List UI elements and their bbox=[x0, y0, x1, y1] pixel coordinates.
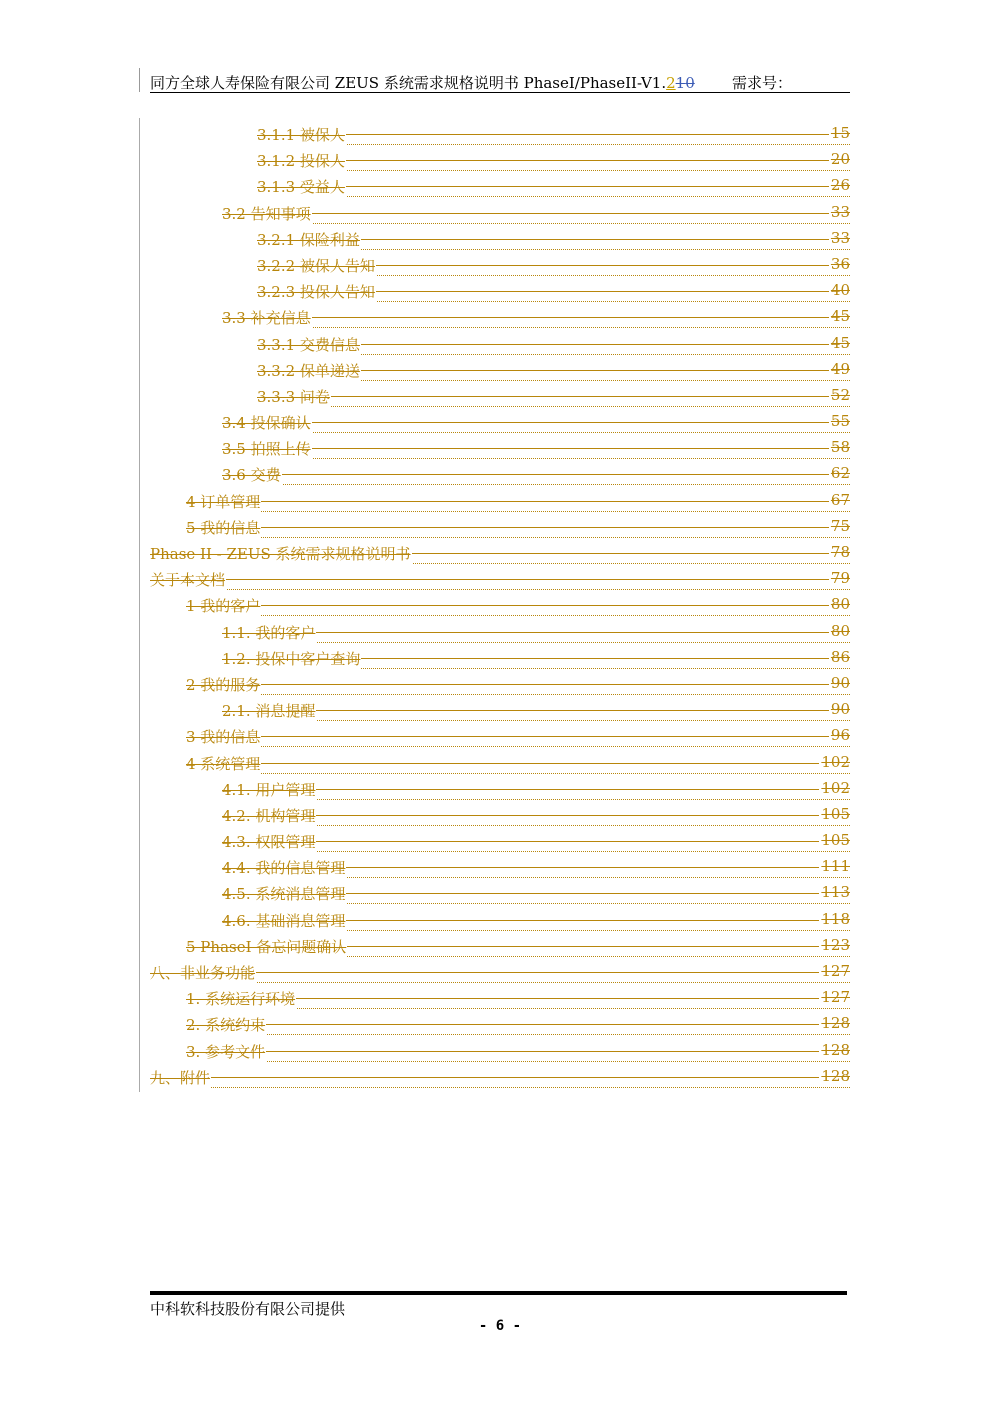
toc-entry[interactable] bbox=[150, 124, 850, 150]
toc-strikethrough bbox=[186, 736, 850, 737]
toc-strikethrough bbox=[222, 213, 850, 214]
toc-strikethrough bbox=[150, 1077, 850, 1078]
toc-entry[interactable] bbox=[150, 203, 850, 229]
toc-label: 八、非业务功能 bbox=[150, 964, 256, 982]
toc-strikethrough bbox=[222, 448, 850, 449]
toc-entry[interactable] bbox=[150, 962, 850, 988]
toc-label: 4.6. 基础消息管理 bbox=[222, 911, 346, 930]
toc-entry[interactable] bbox=[150, 805, 850, 831]
toc-entry[interactable] bbox=[150, 831, 850, 857]
toc-entry[interactable] bbox=[150, 307, 850, 333]
toc-entry[interactable] bbox=[150, 648, 850, 674]
toc-entry[interactable] bbox=[150, 543, 850, 569]
toc-label: 4.3. 权限管理 bbox=[222, 833, 316, 852]
toc-label: 3.1.2 投保人 bbox=[257, 152, 345, 171]
toc-label: 3.3.1 交费信息 bbox=[257, 335, 360, 354]
toc-page-number: 113 bbox=[821, 883, 850, 902]
toc-label: 1 我的客户 bbox=[186, 597, 261, 616]
version-deleted-2: 0 bbox=[685, 74, 695, 92]
toc-entry[interactable] bbox=[150, 150, 850, 176]
toc-entry[interactable] bbox=[150, 438, 850, 464]
toc-entry[interactable] bbox=[150, 412, 850, 438]
toc-strikethrough bbox=[257, 186, 850, 187]
toc-label: 2. 系统约束 bbox=[186, 1016, 266, 1035]
toc-label: 3.1.3 受益人 bbox=[257, 178, 345, 197]
toc-page-number: 128 bbox=[821, 1040, 850, 1059]
toc-entry[interactable] bbox=[150, 464, 850, 490]
toc-page-number: 90 bbox=[830, 700, 850, 719]
toc-label: Phase II - ZEUS 系统需求规格说明书 bbox=[150, 545, 411, 563]
toc-label: 4.5. 系统消息管理 bbox=[222, 885, 346, 904]
toc-page-number: 90 bbox=[830, 673, 850, 692]
toc-page-number: 96 bbox=[830, 726, 850, 745]
toc-label: 4 系统管理 bbox=[186, 754, 261, 773]
toc-entry[interactable] bbox=[150, 229, 850, 255]
toc-strikethrough bbox=[222, 422, 850, 423]
toc-entry[interactable] bbox=[150, 255, 850, 281]
toc-entry[interactable] bbox=[150, 779, 850, 805]
version-inserted: 2 bbox=[666, 74, 676, 92]
toc-page-number: 102 bbox=[821, 778, 850, 797]
toc-entry[interactable] bbox=[150, 910, 850, 936]
document-title: 同方全球人寿保险有限公司 ZEUS 系统需求规格说明书 PhaseI/PhaseII-V1.210 bbox=[150, 74, 695, 92]
toc-strikethrough bbox=[222, 474, 850, 475]
toc-label: 3.4 投保确认 bbox=[222, 414, 311, 433]
toc-entry[interactable] bbox=[150, 176, 850, 202]
toc-entry[interactable] bbox=[150, 753, 850, 779]
toc-entry[interactable] bbox=[150, 517, 850, 543]
toc-page-number: 123 bbox=[821, 935, 850, 954]
page-header bbox=[150, 72, 850, 92]
toc-label: 九、附件 bbox=[150, 1068, 211, 1087]
toc-entry[interactable] bbox=[150, 674, 850, 700]
toc-page-number: 26 bbox=[830, 176, 850, 195]
toc-page-number: 111 bbox=[821, 857, 850, 876]
toc-page-number: 79 bbox=[830, 569, 850, 588]
toc-label: 5 我的信息 bbox=[186, 518, 261, 537]
toc-page-number: 49 bbox=[830, 359, 850, 378]
toc-page-number: 127 bbox=[821, 988, 850, 1007]
toc-label: 3.1.1 被保人 bbox=[257, 126, 345, 144]
toc-label: 1. 系统运行环境 bbox=[186, 990, 296, 1009]
toc-page-number: 102 bbox=[821, 752, 850, 771]
toc-page-number: 128 bbox=[821, 1014, 850, 1033]
toc-page-number: 80 bbox=[830, 621, 850, 640]
toc-strikethrough bbox=[186, 1024, 850, 1025]
toc-entry[interactable] bbox=[150, 700, 850, 726]
toc-page-number: 40 bbox=[830, 281, 850, 300]
toc-page-number: 128 bbox=[821, 1066, 850, 1085]
toc-entry[interactable] bbox=[150, 988, 850, 1014]
toc-label: 3.3.3 问卷 bbox=[257, 387, 330, 406]
toc-label: 1.2. 投保中客户查询 bbox=[222, 649, 361, 668]
toc-page-number: 33 bbox=[830, 228, 850, 247]
toc-label: 3.6 交费 bbox=[222, 466, 281, 485]
toc-page-number: 58 bbox=[830, 438, 850, 457]
toc-strikethrough bbox=[257, 160, 850, 161]
toc-entry[interactable] bbox=[150, 386, 850, 412]
toc-label: 4 订单管理 bbox=[186, 492, 261, 511]
toc-strikethrough bbox=[186, 501, 850, 502]
toc-label: 5 PhaseI 备忘问题确认 bbox=[186, 937, 347, 956]
table-of-contents bbox=[150, 124, 850, 1093]
toc-page-number: 33 bbox=[830, 202, 850, 221]
toc-page-number: 20 bbox=[830, 150, 850, 169]
toc-strikethrough bbox=[186, 1051, 850, 1052]
toc-page-number: 15 bbox=[830, 124, 850, 142]
toc-label: 关于本文档 bbox=[150, 571, 226, 590]
toc-page-number: 127 bbox=[821, 962, 850, 980]
toc-entry[interactable] bbox=[150, 360, 850, 386]
toc-strikethrough bbox=[186, 605, 850, 606]
toc-page-number: 45 bbox=[830, 307, 850, 326]
toc-strikethrough bbox=[186, 684, 850, 685]
toc-entry[interactable] bbox=[150, 857, 850, 883]
toc-page-number: 105 bbox=[821, 804, 850, 823]
toc-page-number: 86 bbox=[830, 647, 850, 666]
toc-page-number: 75 bbox=[830, 516, 850, 535]
toc-label: 3.3 补充信息 bbox=[222, 309, 311, 328]
toc-label: 3 我的信息 bbox=[186, 728, 261, 747]
toc-entry[interactable] bbox=[150, 1041, 850, 1067]
toc-label: 3. 参考文件 bbox=[186, 1042, 266, 1061]
toc-strikethrough bbox=[150, 579, 850, 580]
toc-entry[interactable] bbox=[150, 595, 850, 621]
footer-company: 中科软科技股份有限公司提供 bbox=[150, 1300, 346, 1318]
toc-entry[interactable] bbox=[150, 726, 850, 752]
toc-label: 3.2 告知事项 bbox=[222, 204, 311, 223]
toc-page-number: 78 bbox=[830, 543, 850, 561]
toc-entry[interactable] bbox=[150, 936, 850, 962]
toc-label: 3.5 拍照上传 bbox=[222, 440, 311, 459]
toc-entry[interactable] bbox=[150, 491, 850, 517]
toc-page-number: 45 bbox=[830, 333, 850, 352]
toc-label: 2 我的服务 bbox=[186, 675, 261, 694]
toc-entry[interactable] bbox=[150, 334, 850, 360]
toc-strikethrough bbox=[186, 527, 850, 528]
toc-label: 1.1. 我的客户 bbox=[222, 623, 316, 642]
toc-page-number: 36 bbox=[830, 254, 850, 273]
toc-page-number: 105 bbox=[821, 831, 850, 850]
toc-page-number: 52 bbox=[830, 385, 850, 404]
toc-label: 4.1. 用户管理 bbox=[222, 780, 316, 799]
footer-rule bbox=[150, 1291, 847, 1295]
toc-page-number: 62 bbox=[830, 464, 850, 483]
toc-entry[interactable] bbox=[150, 281, 850, 307]
toc-entry[interactable] bbox=[150, 1014, 850, 1040]
toc-label: 4.4. 我的信息管理 bbox=[222, 859, 346, 878]
toc-label: 4.2. 机构管理 bbox=[222, 806, 316, 825]
toc-label: 3.2.3 投保人告知 bbox=[257, 283, 375, 302]
request-number-label: 需求号： bbox=[732, 74, 793, 92]
toc-page-number: 118 bbox=[821, 909, 850, 928]
revision-bar-header bbox=[139, 68, 140, 92]
toc-strikethrough bbox=[186, 763, 850, 764]
page-number: - 6 - bbox=[478, 1318, 522, 1334]
version-deleted-1: 1 bbox=[675, 74, 686, 92]
toc-strikethrough bbox=[257, 396, 850, 397]
toc-page-number: 80 bbox=[830, 595, 850, 614]
header-rule bbox=[150, 92, 850, 93]
toc-strikethrough bbox=[222, 317, 850, 318]
toc-page-number: 55 bbox=[830, 412, 850, 431]
toc-entry[interactable] bbox=[150, 622, 850, 648]
toc-entry[interactable] bbox=[150, 569, 850, 595]
toc-strikethrough bbox=[257, 134, 850, 135]
toc-label: 2.1. 消息提醒 bbox=[222, 702, 316, 721]
toc-label: 3.2.1 保险利益 bbox=[257, 230, 360, 249]
toc-entry[interactable] bbox=[150, 1067, 850, 1093]
revision-bar bbox=[139, 118, 140, 1092]
toc-label: 3.2.2 被保人告知 bbox=[257, 256, 375, 275]
toc-page-number: 67 bbox=[830, 490, 850, 509]
toc-label: 3.3.2 保单递送 bbox=[257, 361, 360, 380]
toc-entry[interactable] bbox=[150, 883, 850, 909]
